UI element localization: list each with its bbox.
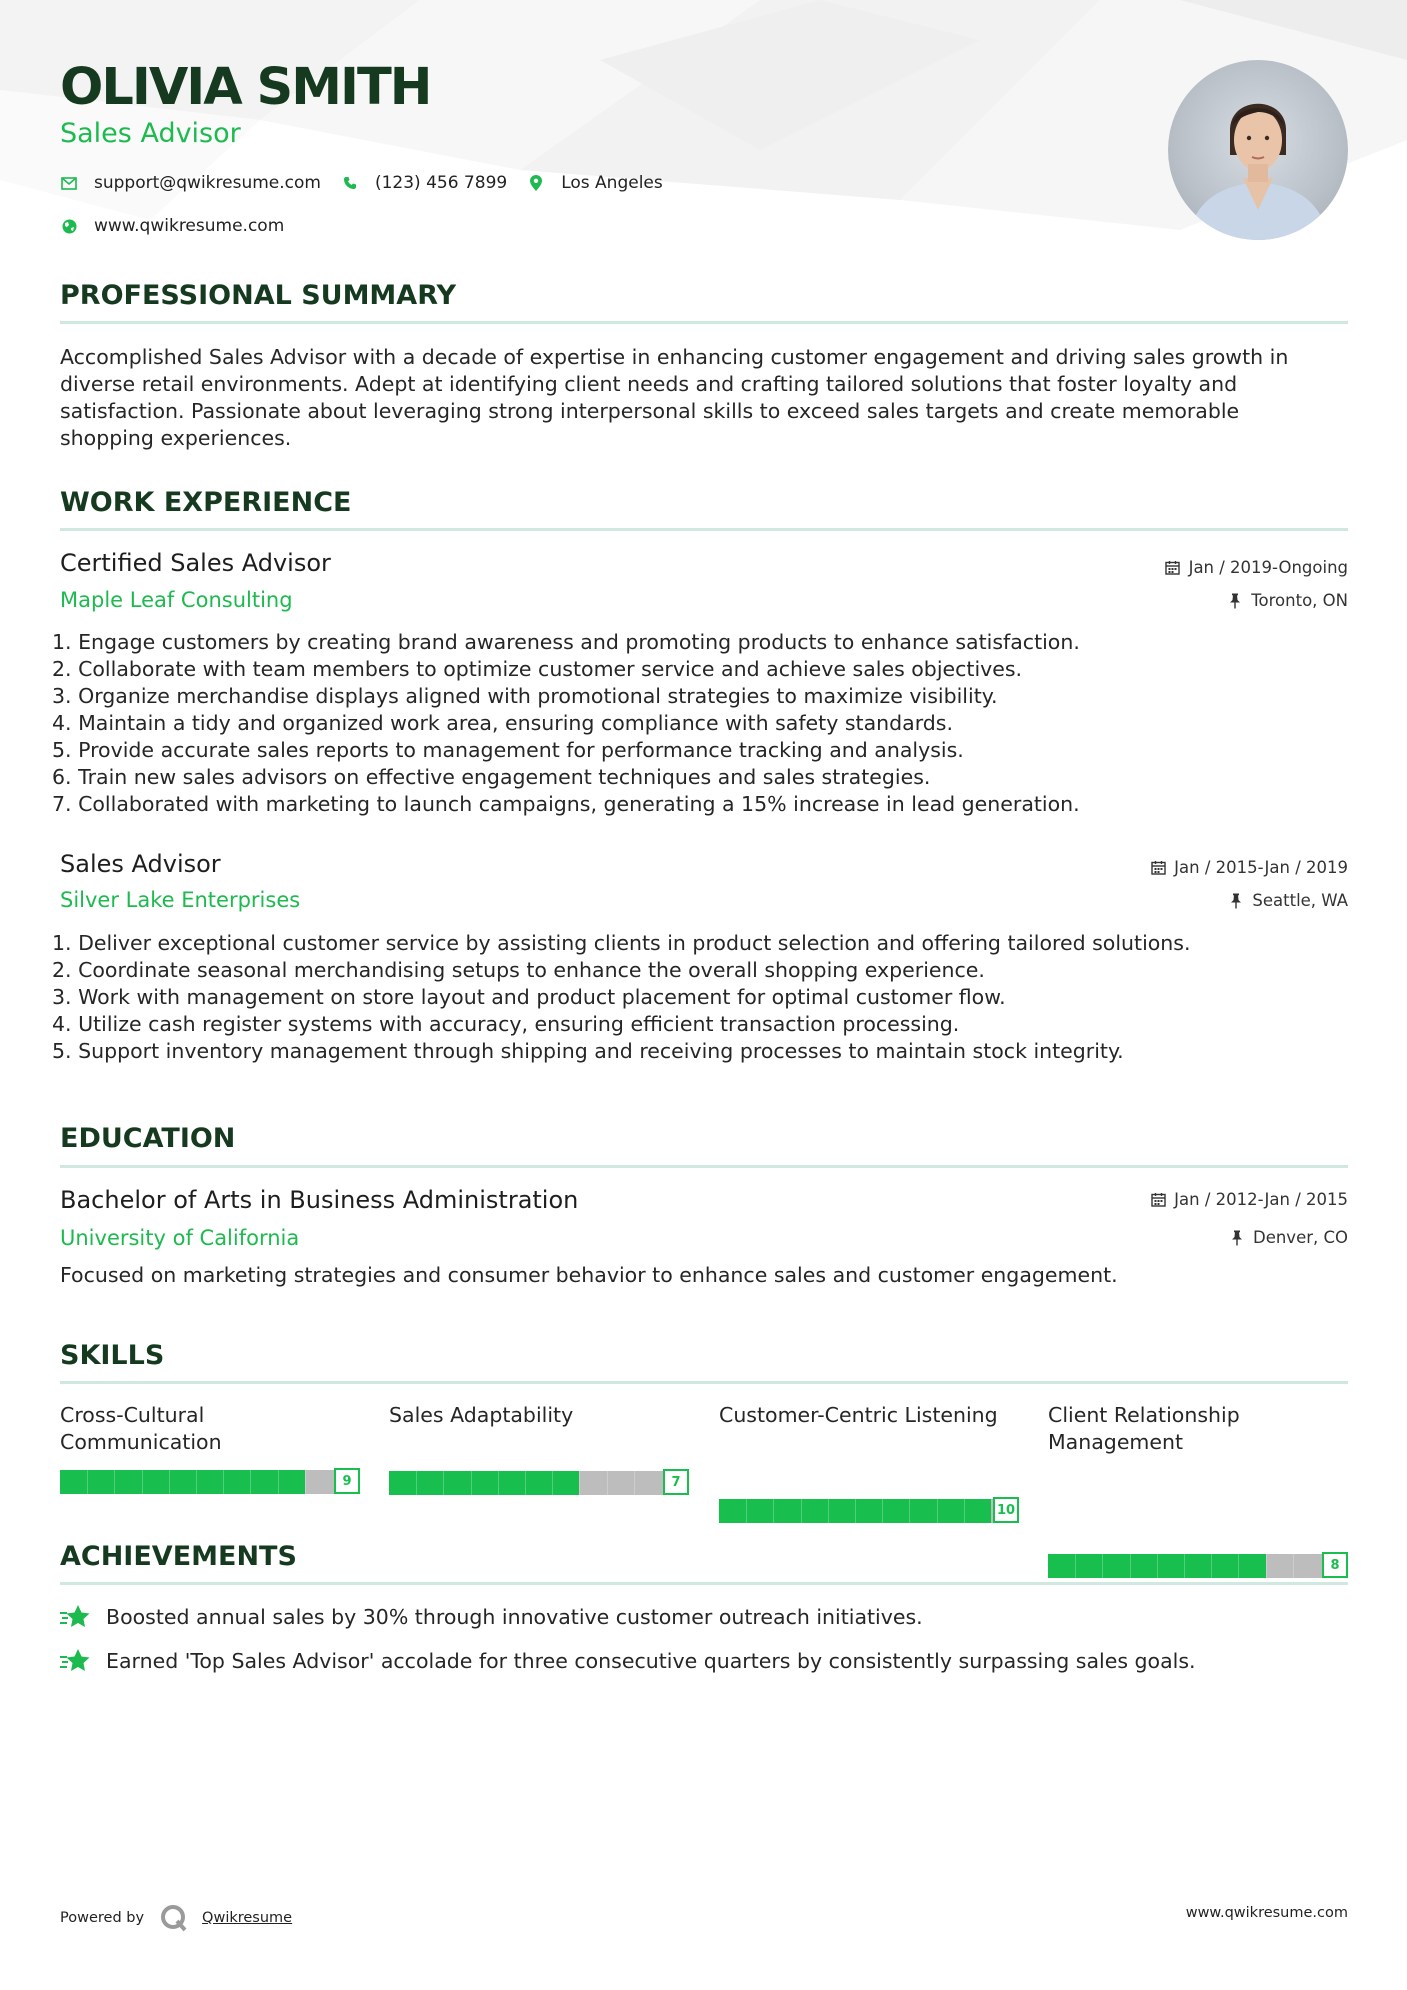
summary-line: Accomplished Sales Advisor with a decade of expertise in enhancing customer engagement and driving sales growth in [60,345,1289,369]
job-location [1227,591,1348,610]
skill-bar-segment [773,1499,774,1523]
pushpin-icon [1229,1230,1245,1246]
phone-icon [341,174,359,192]
job-dates-text: Jan / 2015-Jan / 2019 [1174,858,1348,877]
skill-name: Cross-Cultural Communication [60,1403,222,1454]
skill-bar-segment [634,1471,635,1495]
job-title: Certified Sales Advisor [60,549,331,577]
education-location [1229,1228,1348,1247]
candidate-role: Sales Advisor [60,118,241,149]
skill-bar-segment [416,1471,417,1495]
skill-bar-segment [525,1471,526,1495]
skill-bar-segment [1211,1554,1212,1578]
footer-website[interactable]: www.qwikresume.com [1185,1905,1348,1921]
skill-bar-segment [142,1470,143,1494]
list-item: 4. Utilize cash register systems with accuracy, ensuring efficient transaction processing. [52,1012,960,1036]
education-location-text: Denver, CO [1252,1228,1348,1247]
skill-bar-segment [1266,1554,1267,1578]
skill-level-badge: 8 [1322,1552,1348,1578]
list-item: 3. Work with management on store layout and product placement for optimal customer flow. [52,985,1006,1009]
skill-bar-segment [882,1499,883,1523]
list-item: 3. Organize merchandise displays aligned with promotional strategies to maximize visibility. [52,684,998,708]
job-dates-text: Jan / 2019-Ongoing [1188,558,1348,577]
skill-level-badge: 10 [993,1497,1019,1523]
list-item: 6. Train new sales advisors on effective engagement techniques and sales strategies. [52,765,931,789]
skill-bar-segment [278,1470,279,1494]
contact-row [60,171,683,195]
skill-bar-segment [1157,1554,1158,1578]
skill-bar-segment [909,1499,910,1523]
achievement-item [60,1648,1196,1674]
calendar-icon [1150,860,1166,876]
skill-bar-segment [1238,1554,1239,1578]
skill-bar-segment [223,1470,224,1494]
map-pin-icon [527,174,545,192]
achievement-text: Earned 'Top Sales Advisor' accolade for three consecutive quarters by consistently surpassing sales goals. [106,1649,1196,1673]
calendar-icon [1165,560,1181,576]
section-divider [60,1582,1348,1585]
summary-line: diverse retail environments. Adept at identifying client needs and crafting tailored solutions that foster loyalty and [60,372,1238,396]
job-dates [1150,858,1348,877]
pushpin-icon [1228,893,1244,909]
calendar-icon [1150,1192,1166,1208]
skill-bar-segment [746,1499,747,1523]
skill-name: Sales Adaptability [389,1403,574,1427]
skill-item [719,1402,1009,1429]
email-link[interactable]: support@qwikresume.com [94,173,321,193]
footer-powered-by [60,1904,292,1932]
summary-text [60,344,1350,452]
skill-bar [389,1469,689,1497]
skill-bar-segment [169,1470,170,1494]
website-row [60,214,304,238]
education-description: Focused on marketing strategies and consumer behavior to enhance sales and customer engagement. [60,1263,1118,1287]
job-location-text: Seattle, WA [1252,891,1348,910]
summary-line: satisfaction. Passionate about leveraging strong interpersonal skills to exceed sales targets and create memorable [60,399,1240,423]
skill-bar-segment [1102,1554,1103,1578]
skill-bar-segment [471,1471,472,1495]
skill-bar-segment [1293,1554,1294,1578]
skill-name: Customer-Centric Listening [719,1403,998,1427]
list-item: 1. Engage customers by creating brand awareness and promoting products to enhance satisfaction. [52,630,1080,654]
skill-bar-fill [60,1470,305,1494]
skill-bar-segment [1184,1554,1185,1578]
globe-icon [60,217,78,235]
skill-bar [719,1497,1019,1525]
education-dates [1150,1190,1348,1209]
brand-link[interactable]: Qwikresume [202,1910,293,1926]
skill-bar-segment [579,1471,580,1495]
list-item: 1. Deliver exceptional customer service by assisting clients in product selection and offering tailored solutions. [52,931,1191,955]
list-item: 5. Support inventory management through shipping and receiving processes to maintain stock integrity. [52,1039,1124,1063]
summary-line: shopping experiences. [60,426,292,450]
skill-bar-segment [828,1499,829,1523]
job-dates [1165,558,1348,577]
skill-item [389,1402,679,1429]
skill-item [1048,1402,1338,1456]
degree-title: Bachelor of Arts in Business Administration [60,1186,579,1214]
list-item: 4. Maintain a tidy and organized work area, ensuring compliance with safety standards. [52,711,953,735]
achievement-text: Boosted annual sales by 30% through innovative customer outreach initiatives. [106,1605,923,1629]
section-divider [60,321,1348,324]
job-location-text: Toronto, ON [1251,591,1348,610]
company-name: Maple Leaf Consulting [60,588,293,612]
skill-bar-segment [196,1470,197,1494]
skill-bar [1048,1552,1348,1580]
company-name: Silver Lake Enterprises [60,888,301,912]
envelope-icon [60,174,78,192]
skills-heading: SKILLS [60,1340,165,1371]
website-link[interactable]: www.qwikresume.com [94,216,285,236]
skill-bar-segment [607,1471,608,1495]
profile-photo [1168,60,1348,240]
pushpin-icon [1227,593,1243,609]
list-item: 2. Collaborate with team members to optimize customer service and achieve sales objectives. [52,657,1023,681]
section-divider [60,1165,1348,1168]
star-icon [60,1604,90,1630]
skill-bar-segment [855,1499,856,1523]
education-heading: EDUCATION [60,1123,236,1154]
skill-bar-segment [305,1470,306,1494]
skill-bar-segment [114,1470,115,1494]
section-divider [60,1381,1348,1384]
skill-name: Client Relationship Management [1048,1403,1240,1454]
skill-bar-segment [801,1499,802,1523]
job-responsibilities [52,930,1352,1065]
job-location [1228,891,1348,910]
achievement-item [60,1604,923,1630]
skill-bar-segment [552,1471,553,1495]
school-name: University of California [60,1226,300,1250]
skill-bar-segment [964,1499,965,1523]
skill-bar-segment [250,1470,251,1494]
star-icon [60,1648,90,1674]
summary-heading: PROFESSIONAL SUMMARY [60,280,457,311]
skill-item [60,1402,350,1456]
skill-bar-segment [498,1471,499,1495]
location-text: Los Angeles [561,173,663,193]
qwikresume-logo-icon [160,1904,188,1932]
phone-number[interactable]: (123) 456 7899 [374,173,508,193]
list-item: 2. Coordinate seasonal merchandising setups to enhance the overall shopping experience. [52,958,985,982]
powered-by-label: Powered by [60,1910,145,1926]
job-title: Sales Advisor [60,850,221,878]
experience-heading: WORK EXPERIENCE [60,487,352,518]
list-item: 5. Provide accurate sales reports to management for performance tracking and analysis. [52,738,964,762]
job-responsibilities [52,629,1352,818]
skill-bar-segment [443,1471,444,1495]
skill-bar [60,1468,360,1496]
list-item: 7. Collaborated with marketing to launch campaigns, generating a 15% increase in lead generation. [52,792,1080,816]
section-divider [60,528,1348,531]
achievements-heading: ACHIEVEMENTS [60,1541,297,1572]
skill-level-badge: 9 [334,1468,360,1494]
skill-bar-fill [389,1471,579,1495]
skill-level-badge: 7 [663,1469,689,1495]
skill-bar-segment [1130,1554,1131,1578]
education-dates-text: Jan / 2012-Jan / 2015 [1174,1190,1348,1209]
skill-bar-segment [87,1470,88,1494]
candidate-name: OLIVIA SMITH [60,58,431,117]
skill-bar-segment [1075,1554,1076,1578]
skill-bar-segment [937,1499,938,1523]
